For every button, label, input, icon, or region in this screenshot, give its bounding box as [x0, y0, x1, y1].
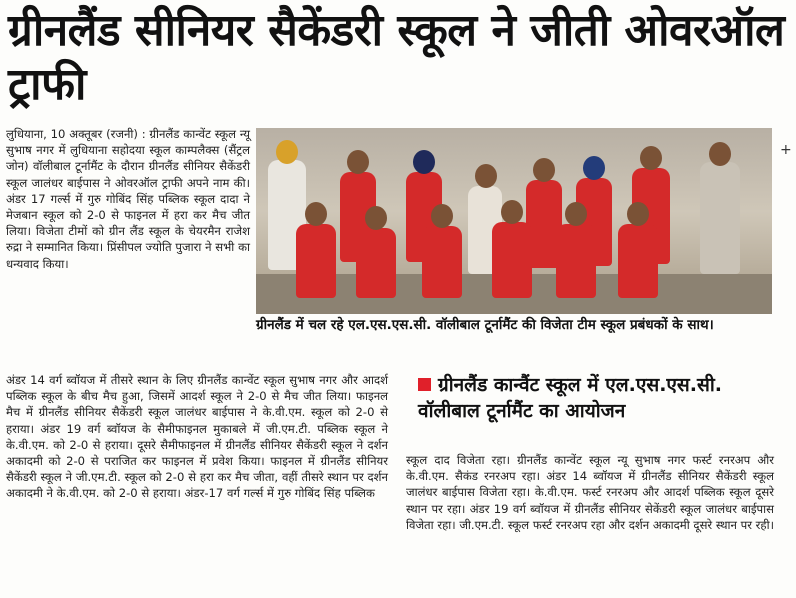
plus-icon: + [780, 142, 792, 158]
photo-caption: ग्रीनलैंड में चल रहे एल.एस.एस.सी. वॉलीबाल टूर्नामैंट की विजेता टीम स्कूल प्रबंधकों के साथ। [256, 317, 714, 333]
story-column-left: लुधियाना, 10 अक्तूबर (रजनी) : ग्रीनलैंड कान्वेंट स्कूल न्यू सुभाष नगर में लुधियाना सहोदया स्कूल काम्पलैक्स (सैंट्रल जोन) वॉलीबाल टूर्नामैंट के दौरान ग्रीनलैंड सीनियर सैकेंडरी स्कूल जालंधर बाईपास ने ओवरऑल ट्राफी अपने नाम की। अंडर 17 गर्ल्स में गुरु गोबिंद सिंह पब्लिक स्कूल दादा ने मेजबान स्कूल को 2-0 से फाइनल में हरा कर मैच जीत लिया। विजेता टीमों को ग्रीन लैंड स्कूल के चेयरमैन राजेश रुद्रा ने सम्मानित किया। प्रिंसीपल ज्योति पुजारा ने सभी का धन्यवाद किया। [6, 127, 250, 271]
team-photo [256, 128, 772, 314]
subheadline: ग्रीनलैंड कान्वैंट स्कूल में एल.एस.एस.सी. वॉलीबाल टूर्नामैंट का आयोजन [418, 374, 722, 422]
headline: ग्रीनलैंड सीनियर सैकेंडरी स्कूल ने जीती ओवरऑल ट्राफी [8, 5, 785, 110]
story-column-right: स्कूल दाद विजेता रहा। ग्रीनलैंड कान्वेंट स्कूल न्यू सुभाष नगर फर्स्ट रनरअप और के.वी.एम. सैकंड रनरअप रहा। अंडर 14 ब्वॉयज में ग्रीनलैंड सीनियर सैकेंडरी स्कूल जालंधर बाईपास विजेता रहा। के.वी.एम. फर्स्ट रनरअप और आदर्श पब्लिक स्कूल दूसरे स्थान पर रहा। अंडर 19 वर्ग ब्वॉयज में ग्रीनलैंड सीनियर सेकेंडरी स्कूल जालंधर बाईपास विजेता रहा। जी.एम.टी. स्कूल फर्स्ट रनरअप रहा और दर्शन अकादमी दूसरे स्थान पर रही। [406, 453, 774, 532]
story-column-middle: अंडर 14 वर्ग ब्वॉयज में तीसरे स्थान के लिए ग्रीनलैंड कान्वेंट स्कूल सुभाष नगर और आदर्श पब्लिक स्कूल के बीच मैच हुआ, जिसमें आदर्श स्कूल ने 2-0 से मैच जीत लिया। फाइनल मैच में ग्रीनलैंड सीनियर सैकेंडरी स्कूल जालंधर बाईपास ने के.वी.एम. स्कूल को 2-0 से हराया। अंडर 19 वर्ग ब्वॉयज के सैमीफाइनल मुकाबले में जी.एम.टी. पब्लिक स्कूल ने के.वी.एम. को 2-0 से हराया। दूसरे सैमीफाइनल में ग्रीनलैंड सीनियर सैकेंडरी स्कूल ने दर्शन अकादमी को 2-0 से पराजित कर फाइनल में प्रवेश किया। फाइनल में ग्रीनलैंड सीनियर सैकेंडरी स्कूल ने जी.एम.टी. स्कूल को 2-0 से हरा कर मैच जीता, वहीं तीसरे स्थान पर दर्शन अकादमी ने के.वी.एम. को 2-0 से हराया। अंडर-17 वर्ग गर्ल्स में गुरु गोबिंद सिंह पब्लिक [6, 373, 388, 501]
